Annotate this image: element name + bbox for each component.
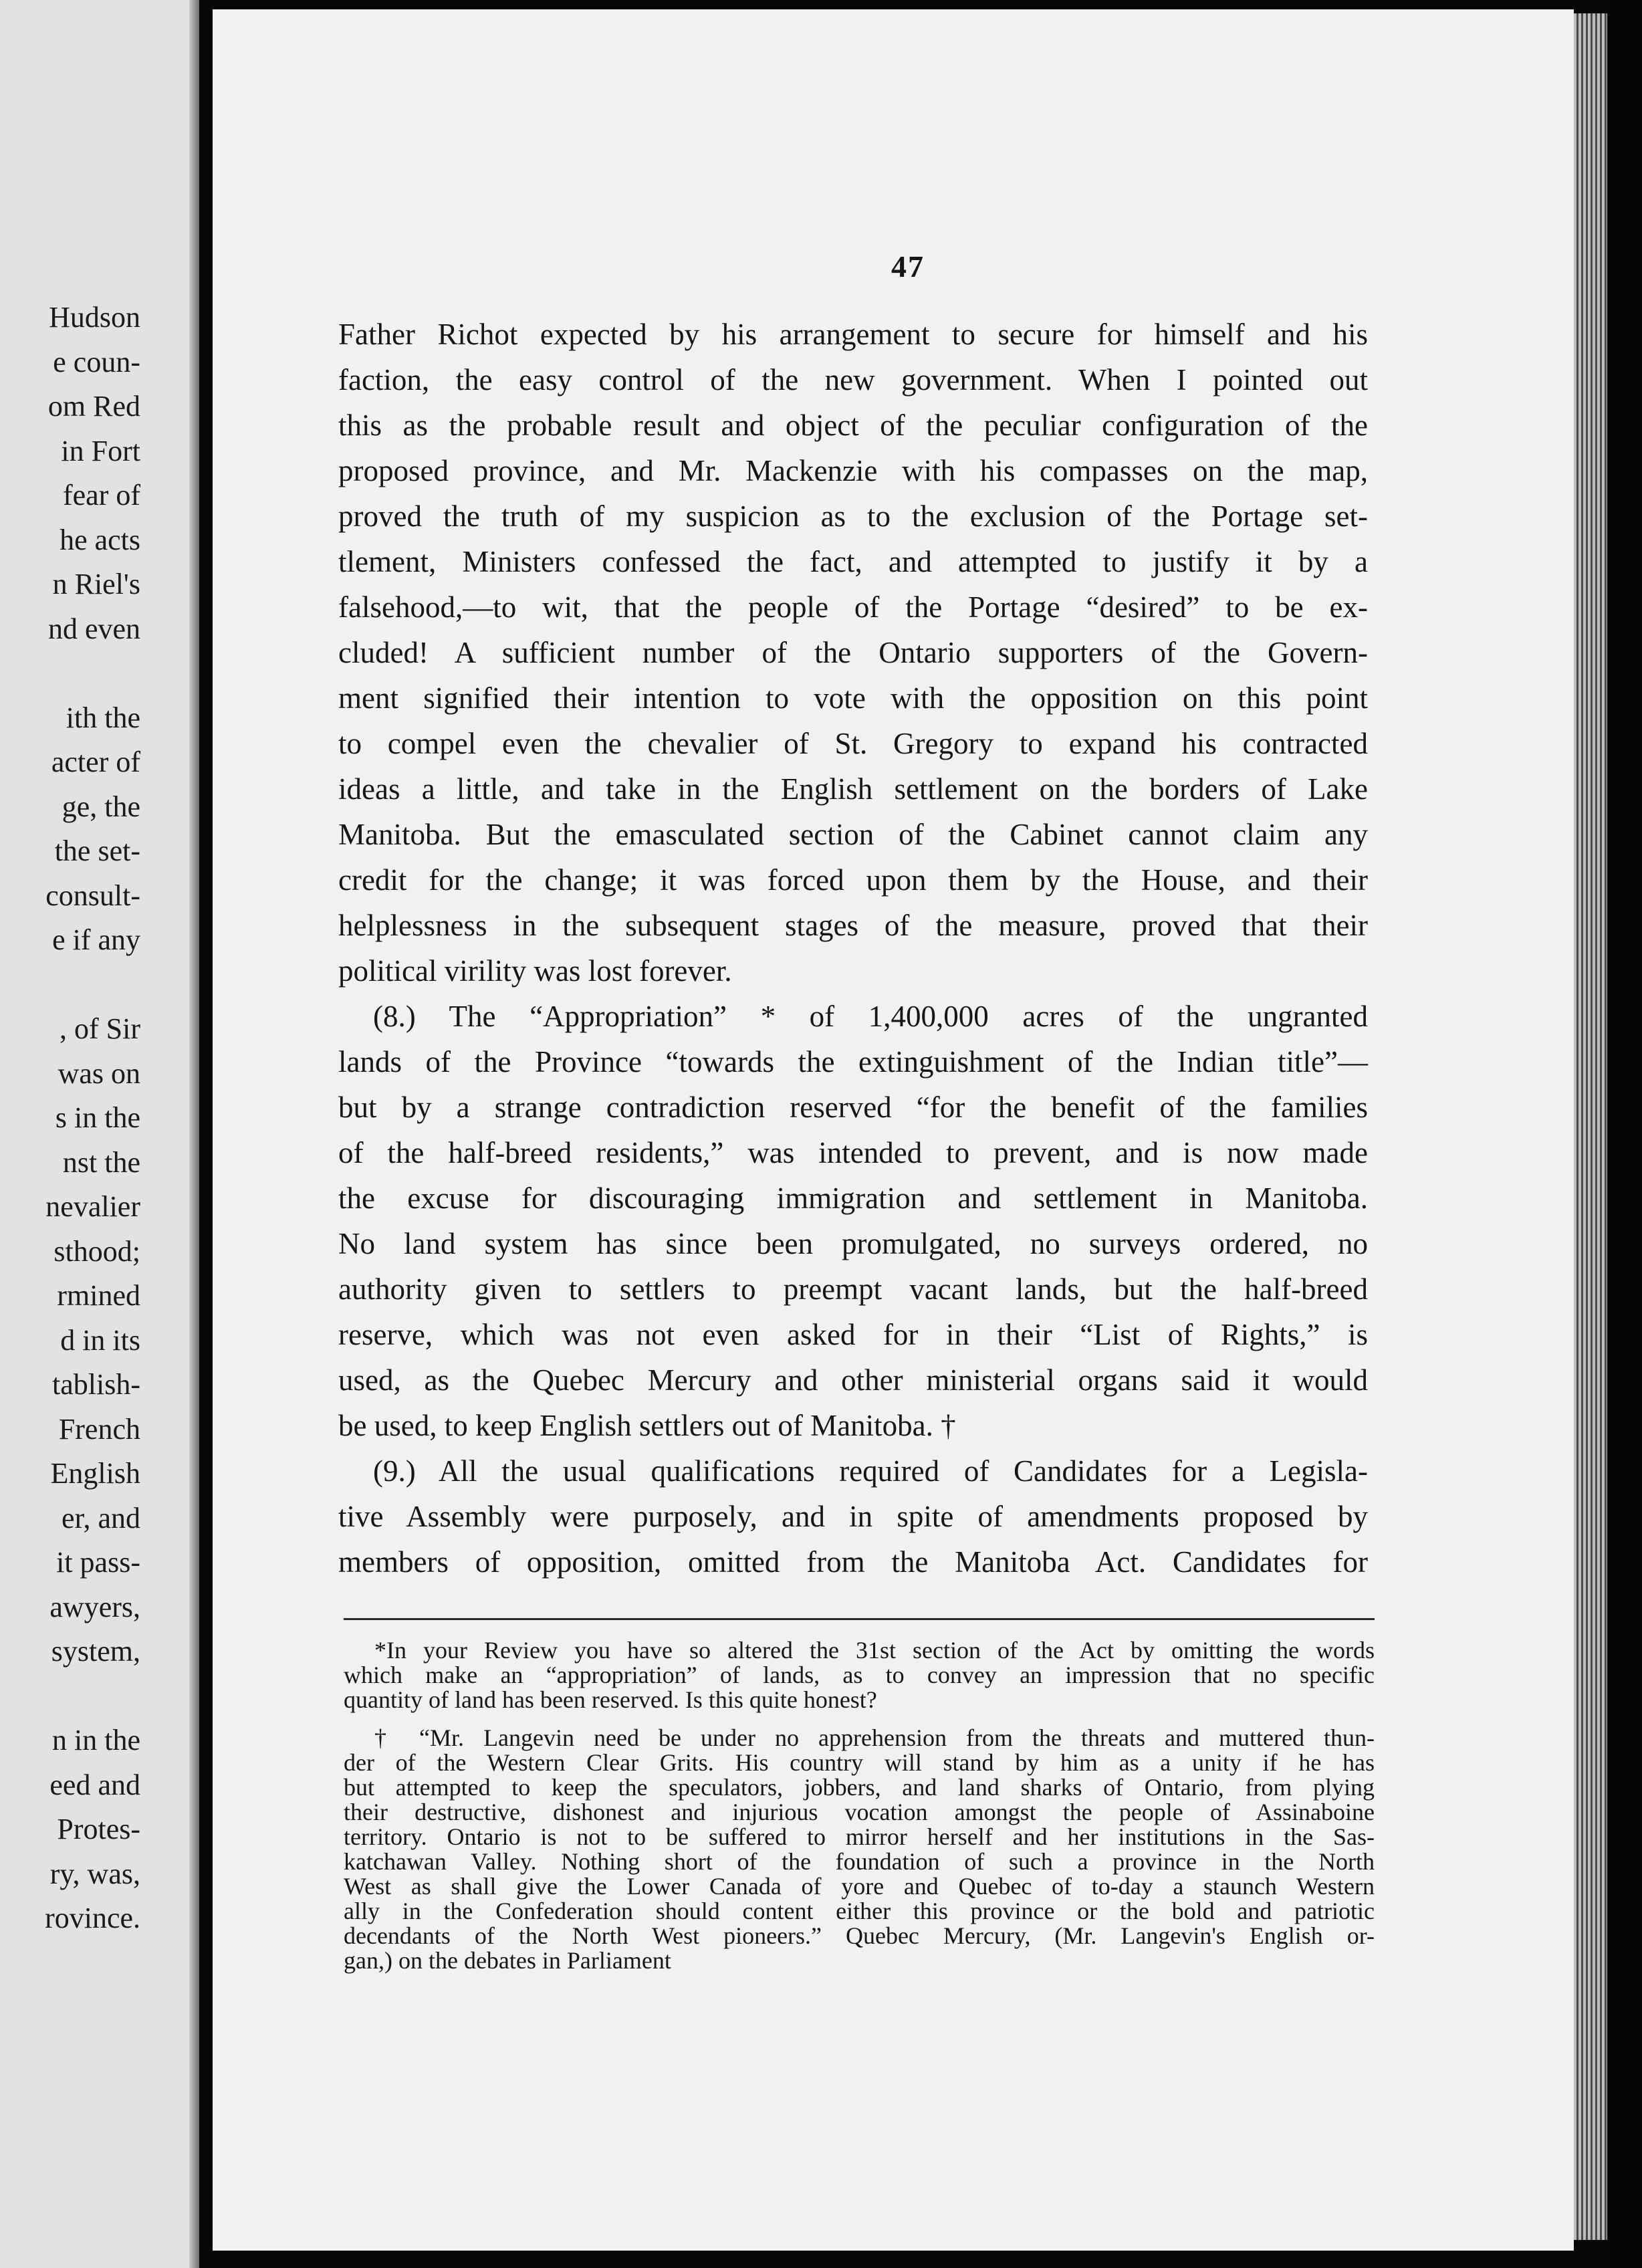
facing-page-line: s in the [55, 1101, 140, 1134]
footnote-line: West as shall give the Lower Canada of yore and Quebec of to-day a staunch Western [344, 1873, 1375, 1900]
paragraph [338, 312, 1368, 994]
text-line: Manitoba. But the emasculated section of the Cabinet cannot claim any [338, 818, 1368, 851]
footnote-line: † “Mr. Langevin need be under no apprehension from the threats and muttered thun- [374, 1724, 1375, 1751]
text-line: ment signified their intention to vote with the opposition on this point [338, 681, 1368, 715]
facing-page-line: n in the [52, 1724, 140, 1756]
facing-page-line: eed and [49, 1769, 140, 1801]
text-line: tlement, Ministers confessed the fact, and attempted to justify it by a [338, 545, 1368, 578]
facing-page-line: d in its [60, 1324, 140, 1357]
facing-page-line: Hudson [49, 301, 140, 334]
facing-page-line: fear of [62, 479, 140, 512]
facing-page-line: he acts [60, 524, 140, 556]
text-line: members of opposition, omitted from the Manitoba Act. Candidates for [338, 1545, 1368, 1579]
text-line: lands of the Province “towards the extinguishment of the Indian title”— [338, 1045, 1368, 1079]
facing-page-line: tablish- [52, 1368, 140, 1401]
facing-page-line: awyers, [49, 1591, 140, 1623]
facing-page [0, 0, 199, 2268]
body-text [338, 312, 1368, 1585]
footnote-line: der of the Western Clear Grits. His country will stand by him as a unity if he has [344, 1749, 1375, 1776]
text-line: political virility was lost forever. [338, 954, 732, 988]
text-line: of the half-breed residents,” was intended to prevent, and is now made [338, 1136, 1368, 1169]
text-line: Father Richot expected by his arrangement to secure for himself and his [338, 318, 1368, 351]
footnotes [344, 1638, 1375, 1973]
facing-page-line: system, [51, 1635, 140, 1668]
text-line: proposed province, and Mr. Mackenzie with his compasses on the map, [338, 454, 1368, 487]
footnote-line: but attempted to keep the speculators, jobbers, and land sharks of Ontario, from plying [344, 1774, 1375, 1801]
facing-page-line: acter of [51, 746, 140, 778]
facing-page-line: rmined [57, 1279, 140, 1312]
facing-page-line: English [50, 1457, 140, 1490]
text-line: tive Assembly were purposely, and in spite of amendments proposed by [338, 1500, 1368, 1533]
facing-page-line: om Red [47, 390, 140, 423]
footnote [344, 1726, 1375, 1973]
text-line: (8.) The “Appropriation” * of 1,400,000 acres of the ungranted [373, 1000, 1368, 1033]
footnote-line: katchawan Valley. Nothing short of the foundation of such a province in the North [344, 1848, 1375, 1875]
facing-page-line: nst the [62, 1146, 140, 1179]
facing-page-line: ge, the [62, 790, 140, 823]
text-line: ideas a little, and take in the English settlement on the borders of Lake [338, 772, 1368, 806]
footnote-line: *In your Review you have so altered the 31st section of the Act by omitting the words [374, 1637, 1375, 1664]
facing-page-line: in Fort [61, 435, 140, 467]
facing-page-line: , of Sir [60, 1012, 140, 1045]
text-line: but by a strange contradiction reserved “for the benefit of the families [338, 1091, 1368, 1124]
footnote-line: territory. Ontario is not to be suffered to mirror herself and her institutions in the Sas- [344, 1823, 1375, 1850]
text-line: to compel even the chevalier of St. Gregory to expand his contracted [338, 727, 1368, 760]
footnote [344, 1638, 1375, 1712]
page-number: 47 [891, 249, 925, 284]
facing-page-line: sthood; [53, 1235, 140, 1268]
text-line: faction, the easy control of the new government. When I pointed out [338, 363, 1368, 396]
text-line: falsehood,—to wit, that the people of the Portage “desired” to be ex- [338, 590, 1368, 624]
facing-page-line: rovince. [45, 1902, 140, 1934]
text-line: credit for the change; it was forced upon them by the House, and their [338, 863, 1368, 897]
text-line: (9.) All the usual qualifications required of Candidates for a Legisla- [373, 1454, 1368, 1488]
text-line: the excuse for discouraging immigration and settlement in Manitoba. [338, 1181, 1368, 1215]
text-line: No land system has since been promulgated, no surveys ordered, no [338, 1227, 1368, 1260]
text-line: proved the truth of my suspicion as to the exclusion of the Portage set- [338, 499, 1368, 533]
paragraph [338, 994, 1368, 1448]
footnote-line: their destructive, dishonest and injurious vocation amongst the people of Assinaboine [344, 1799, 1375, 1825]
text-line: helplessness in the subsequent stages of the measure, proved that their [338, 909, 1368, 942]
page-47 [213, 9, 1574, 2251]
facing-page-line: consult- [45, 879, 140, 912]
text-line: be used, to keep English settlers out of Manitoba. † [338, 1409, 956, 1442]
facing-page-line: nd even [47, 612, 140, 645]
facing-page-line: it pass- [56, 1546, 140, 1579]
facing-page-line: ry, was, [49, 1857, 140, 1890]
page-stack-edge [1574, 13, 1607, 2240]
paragraph [338, 1448, 1368, 1585]
footnote-line: decendants of the North West pioneers.” Quebec Mercury, (Mr. Langevin's English or- [344, 1922, 1375, 1949]
footnote-line: quantity of land has been reserved. Is this quite honest? [344, 1686, 877, 1713]
footnote-line: ally in the Confederation should content either this province or the bold and patriotic [344, 1898, 1375, 1924]
facing-page-line: ith the [66, 701, 140, 734]
facing-page-line: e if any [52, 923, 140, 956]
facing-page-line: French [58, 1413, 140, 1446]
text-line: reserve, which was not even asked for in their “List of Rights,” is [338, 1318, 1368, 1351]
facing-page-line: n Riel's [52, 568, 140, 600]
footnote-rule [344, 1618, 1375, 1620]
text-line: used, as the Quebec Mercury and other ministerial organs said it would [338, 1363, 1368, 1397]
footnote-line: gan,) on the debates in Parliament [344, 1947, 671, 1974]
text-line: cluded! A sufficient number of the Ontario supporters of the Govern- [338, 636, 1368, 669]
facing-page-line: was on [57, 1057, 140, 1090]
text-line: authority given to settlers to preempt vacant lands, but the half-breed [338, 1272, 1368, 1306]
text-line: this as the probable result and object of the peculiar configuration of the [338, 409, 1368, 442]
scan-border [1607, 0, 1642, 2268]
facing-page-line: nevalier [45, 1190, 140, 1223]
facing-page-line: the set- [54, 834, 140, 867]
book-gutter [189, 0, 199, 2268]
footnote-line: which make an “appropriation” of lands, as to convey an impression that no specific [344, 1662, 1375, 1688]
facing-page-line: er, and [62, 1502, 140, 1535]
facing-page-line: e coun- [53, 346, 140, 378]
facing-page-line: Protes- [57, 1813, 140, 1845]
